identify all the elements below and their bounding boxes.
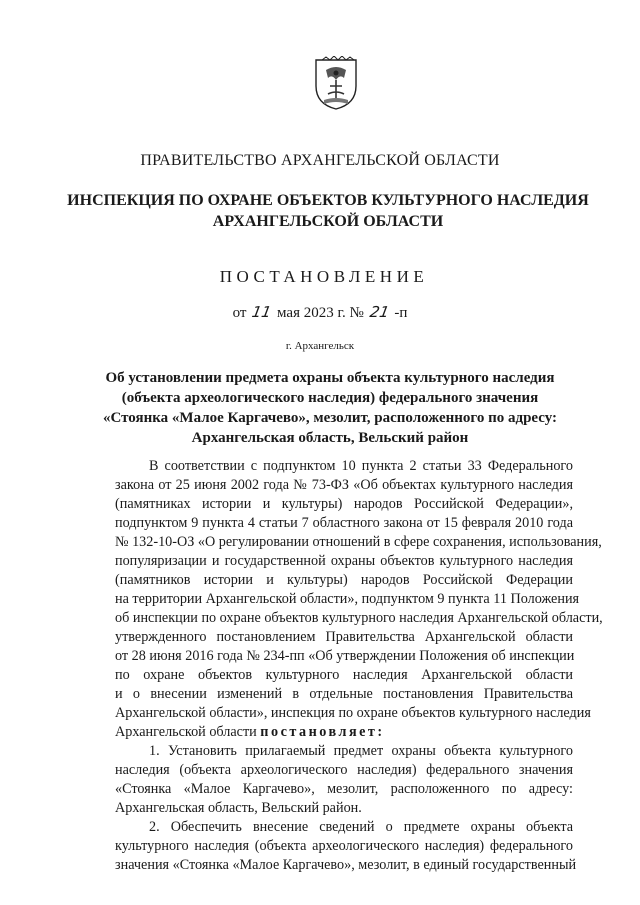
document-date-number: [0, 303, 640, 322]
body-line: по охране объектов культурного наследия Архангельской области: [115, 667, 573, 683]
item-1-line: «Стоянка «Малое Каргачево», мезолит, расположенного по адресу:: [115, 781, 573, 797]
item-2-line: 2. Обеспечить внесение сведений о предмете охраны объекта: [149, 819, 573, 835]
body-line: Архангельской области», инспекция по охране объектов культурного наследия: [115, 705, 591, 721]
body-line: закона от 25 июня 2002 года № 73-ФЗ «Об объектах культурного наследия: [115, 477, 573, 493]
subject-line: (объекта археологического наследия) федерального значения: [121, 390, 539, 406]
inspection-title: [60, 190, 596, 232]
body-line: от 28 июня 2016 года № 234-пп «Об утверждении Положения об инспекции: [115, 648, 575, 664]
body-line: подпунктом 9 пункта 4 статьи 7 областного закона от 15 февраля 2010 года: [115, 515, 573, 531]
inspection-title-line: АРХАНГЕЛЬСКОЙ ОБЛАСТИ: [212, 213, 444, 230]
document-city: г. Архангельск: [285, 340, 355, 352]
subject-line: Архангельская область, Вельский район: [191, 430, 469, 446]
inspection-title-line: ИНСПЕКЦИЯ ПО ОХРАНЕ ОБЪЕКТОВ КУЛЬТУРНОГО НАСЛЕДИЯ: [67, 192, 589, 209]
resolves-text: постановляет:: [260, 724, 385, 740]
body-line: на территории Архангельской области», подпунктом 9 пункта 11 Положения: [115, 591, 580, 607]
body-line: утвержденного постановлением Правительства Архангельской области: [115, 629, 573, 645]
document-type: ПОСТАНОВЛЕНИЕ: [219, 267, 429, 286]
body-line: популяризации и государственной охраны объектов культурного наследия: [115, 553, 573, 569]
body-line: № 132-10-ОЗ «О регулировании отношений в сфере сохранения, использования,: [115, 534, 602, 550]
subject-line: «Стоянка «Малое Каргачево», мезолит, расположенного по адресу:: [102, 410, 558, 426]
month-year: мая 2023 г.: [277, 305, 346, 321]
item-1-line: 1. Установить прилагаемый предмет охраны объекта культурного: [149, 743, 573, 759]
item-1-line: наследия (объекта археологического наследия) федерального значения: [115, 762, 573, 778]
body-line: (памятников истории и культуры) народов Российской Федерации: [115, 572, 573, 588]
subject-line: Об установлении предмета охраны объекта культурного наследия: [105, 370, 555, 386]
number-sign: №: [349, 305, 364, 321]
item-2-line: культурного наследия (объекта археологического наследия) федерального: [115, 838, 573, 854]
document-subject: [100, 368, 560, 448]
body-line: [115, 723, 573, 742]
handwritten-number: 21: [367, 303, 391, 321]
body-line: и о внесении изменений в отдельные постановления Правительства: [115, 686, 573, 702]
item-2-line: значения «Стоянка «Малое Каргачево», мезолит, в единый государственный: [115, 857, 577, 873]
item-1-line: Архангельская область, Вельский район.: [115, 800, 362, 816]
government-title: ПРАВИТЕЛЬСТВО АРХАНГЕЛЬСКОЙ ОБЛАСТИ: [140, 152, 500, 169]
handwritten-day: 11: [250, 303, 273, 321]
body-line: об инспекции по охране объектов культурного наследия Архангельской области,: [115, 610, 603, 626]
number-suffix: -п: [394, 305, 408, 321]
region-text: Архангельской области: [115, 724, 257, 740]
date-prefix: от: [232, 305, 247, 321]
coat-of-arms-icon: [314, 56, 358, 110]
body-line: В соответствии с подпунктом 10 пункта 2 статьи 33 Федерального: [149, 458, 573, 474]
body-line: (памятниках истории и культуры) народов Российской Федерации»,: [115, 496, 573, 512]
